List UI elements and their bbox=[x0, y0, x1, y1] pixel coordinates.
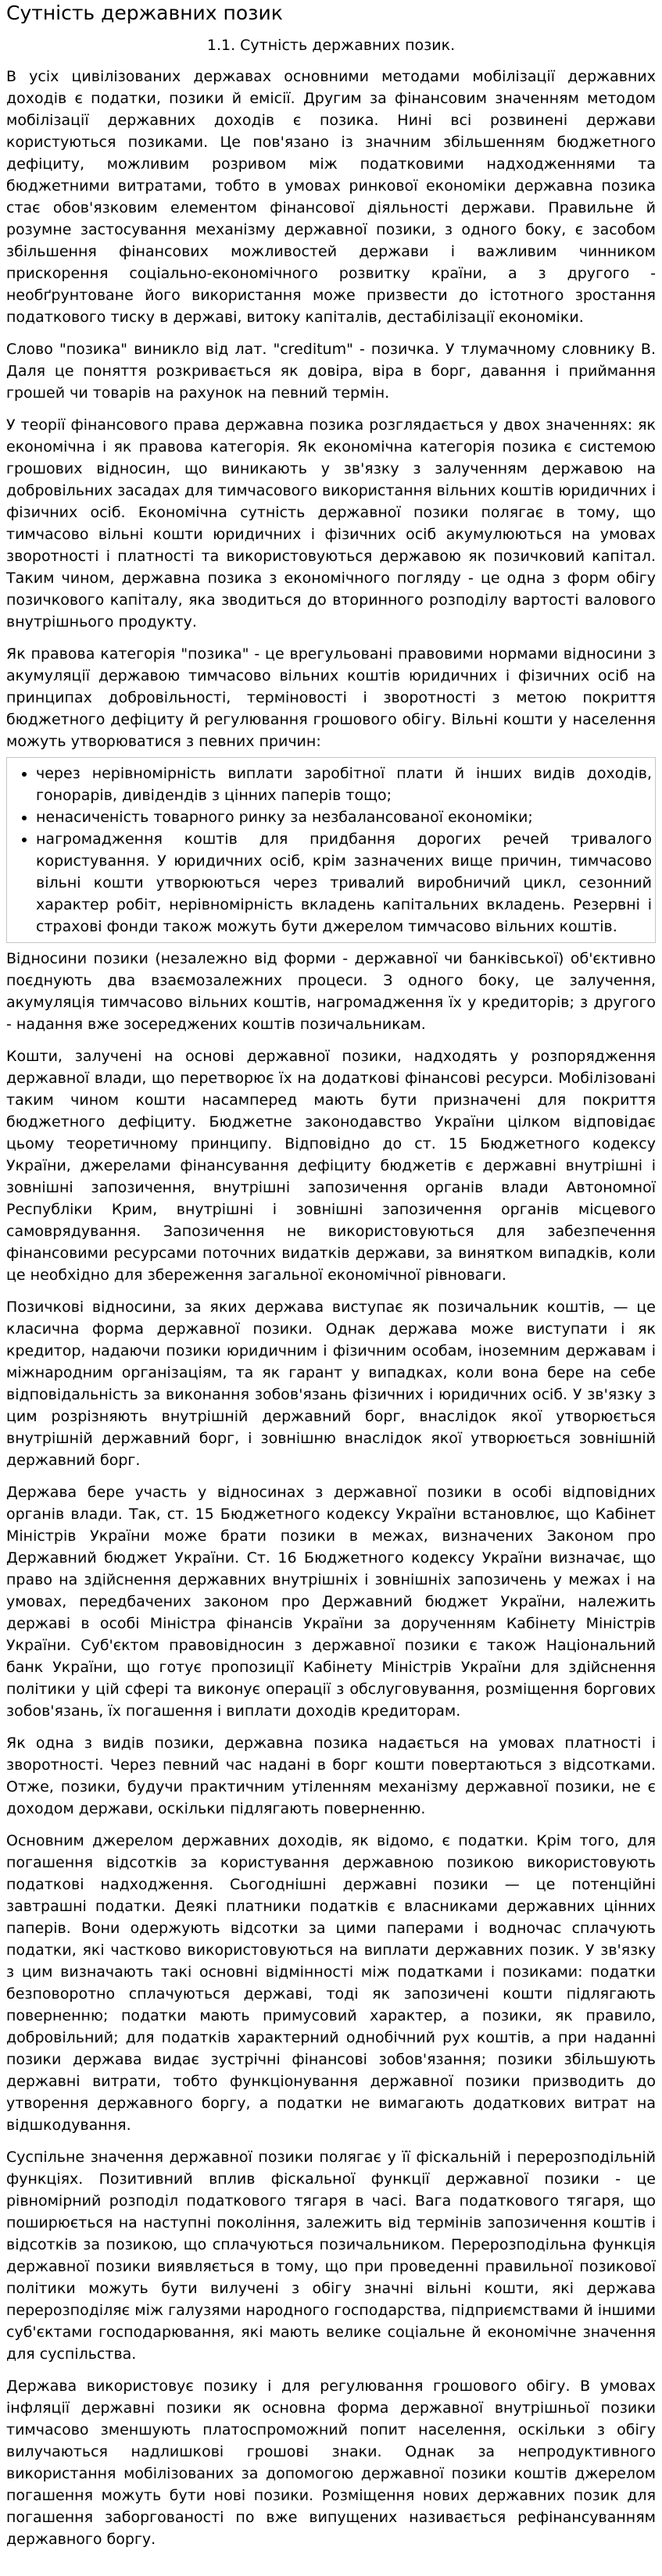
paragraph: Слово "позика" виникло від лат. "creditum" - позичка. У тлумачному словнику В. Даля це поняття розкривається як довіра, віра в борг, давання і приймання грошей чи товарів на рахунок на певний термін. bbox=[6, 341, 656, 402]
paragraph: Кошти, залучені на основі державної позики, надходять у розпорядження державної влади, що перетворює їх на додаткові фінансові ресурси. Мобілізовані таким чином кошти насамперед мають бути призначені для покриття бюджетного дефіциту. Бюджетне законодавство України цілком відповідає цьому теоретичному принципу. Відповідно до ст. 15 Бюджетного кодексу України, джерелами фінансування дефіциту бюджетів є державні внутрішні і зовнішні запозичення, внутрішні запозичення органів влади Автономної Республіки Крим, внутрішні і зовнішні запозичення органів місцевого самоврядування. Запозичення не використовуються для забезпечення фінансовими ресурсами поточних видатків держави, за винятком випадків, коли це необхідно для збереження загальної економічної рівноваги. bbox=[6, 1048, 656, 1284]
paragraph: Держава використовує позику і для регулювання грошового обігу. В умовах інфляції державні позики як основна форма державної внутрішньої позики тимчасово зменшують платоспроможний попит населення, оскільки з обігу вилучаються надлишкові грошові знаки. Однак за непродуктивного використання мобілізованих за допомогою державної позики коштів джерелом погашення можуть бути нові позики. Розміщення нових державних позик для погашення заборгованості по вже випущених називається рефінансуванням державного боргу. bbox=[6, 2378, 656, 2548]
reasons-list-box bbox=[6, 757, 656, 943]
reasons-list bbox=[7, 763, 652, 938]
paragraph: У теорії фінансового права державна позика розглядається у двох значеннях: як економічна і як правова категорія. Як економічна категорія позика є системою грошових відносин, що виникають у зв'язку з залученням державою на добровільних засадах для тимчасового використання вільних коштів юридичних і фізичних осіб. Економічна сутність державної позики полягає в тому, що тимчасово вільні кошти юридичних і фізичних осіб акумулюються на умовах зворотності і платності та використовуються державою як позичковий капітал. Таким чином, державна позика з економічного погляду - це одна з форм обігу позичкового капіталу, яка зводиться до вторинного розподілу вартості валового внутрішнього продукту. bbox=[6, 416, 656, 631]
paragraph: Як правова категорія "позика" - це врегульовані правовими нормами відносини з акумуляції державою тимчасово вільних коштів юридичних і фізичних осіб на принципах добровільності, терміновості і зворотності з метою покриття бюджетного дефіциту й регулювання грошового обігу. Вільні кошти у населення можуть утворюватися з певних причин: bbox=[6, 645, 656, 750]
list-item: • нагромадження коштів для придбання дорогих речей тривалого користування. У юридичних осіб, крім зазначених вище причин, тимчасово вільні кошти утворюються через тривалий виробничий цикл, сезонний характер робіт, нерівномірність вкладень капітальних вкладень. Резервні і страхові фонди також можуть бути джерелом тимчасово вільних коштів. bbox=[36, 828, 652, 938]
paragraph: Основним джерелом державних доходів, як відомо, є податки. Крім того, для погашення відсотків за користування державною позикою використовують податкові надходження. Сьогоднішні державні позики — це потенційні завтрашні податки. Деякі платники податків є власниками державних цінних паперів. Вони одержують відсотки за цими паперами і водночас сплачують податки, які частково використовуються на виплати державних позик. У зв'язку з цим визначають такі основні відмінності між податками і позиками: податки безповоротно сплачуються державі, тоді як запозичені кошти підлягають поверненню; податки мають примусовий характер, а позики, як правило, добровільний; для податків характерний однобічний рух коштів, а при наданні позики держава видає зустрічні фінансові зобов'язання; позики збільшують державні витрати, тобто функціонування державної позики призводить до утворення державного боргу, а податки не вимагають додаткових витрат на відшкодування. bbox=[6, 1832, 656, 2134]
paragraph: Позичкові відносини, за яких держава виступає як позичальник коштів, — це класична форма державної позики. Однак держава може виступати і як кредитор, надаючи позики юридичним і фізичним особам, іноземним державам і міжнародним організаціям, та як гарант у випадках, коли вона бере на себе відповідальність за виконання зобов'язань фізичних і юридичних осіб. У зв'язку з цим розрізняють внутрішній державний борг, внаслідок якої утворюється внутрішній державний борг, і зовнішню внаслідок якої утворюється зовнішній державний борг. bbox=[6, 1299, 656, 1469]
section-heading: 1.1. Сутність державних позик. bbox=[206, 37, 456, 54]
paragraph: Як одна з видів позики, державна позика надається на умовах платності і зворотності. Через певний час надані в борг кошти повертаються з відсотками. Отже, позики, будучи практичним утіленням механізму державної позики, не є доходом держави, оскільки підлягають поверненню. bbox=[6, 1735, 656, 1817]
paragraph: Суспільне значення державної позики полягає у її фіскальній і перерозподільній функціях. Позитивний вплив фіскальної функції державної позики - це рівномірний розподіл податкового тягаря в часі. Вага податкового тягаря, що поширюється на наступні покоління, залежить від термінів запозичення коштів і відсотків за позикою, що сплачуються позичальником. Перерозподільна функція державної позики виявляється в тому, що при проведенні правильної позикової політики можуть бути вилучені з обігу значні вільні кошти, які держава перерозподіляє між галузями народного господарства, підприємствами й іншими суб'єктами господарювання, які мають велике соціальне й економічне значення для суспільства. bbox=[6, 2149, 656, 2363]
paragraph: Відносини позики (незалежно від форми - державної чи банківської) об'єктивно поєднують два взаємозалежних процеси. З одного боку, це залучення, акумуляція тимчасово вільних коштів, нагромадження їх у кредиторів; з другого - надання вже зосереджених коштів позичальникам. bbox=[6, 950, 656, 1033]
paragraph: Держава бере участь у відносинах з державної позики в особі відповідних органів влади. Так, ст. 15 Бюджетного кодексу України встановлює, що Кабінет Міністрів України може брати позики в межах, визначених Законом про Державний бюджет України. Ст. 16 Бюджетного кодексу України визначає, що право на здійснення державних внутрішніх і зовнішніх запозичень у межах і на умовах, передбачених законом про Державний бюджет України, належить державі в особі Міністра фінансів України за дорученням Кабінету Міністрів України. Суб'єктом правовідносин з державної позики є також Національний банк України, що готує пропозиції Кабінету Міністрів України для здійснення політики у цій сфері та виконує операції з обслуговування, розміщення боргових зобов'язань, їх погашення і виплати доходів кредиторам. bbox=[6, 1484, 656, 1720]
page-title: Сутність державних позик bbox=[6, 2, 283, 24]
paragraph: В усіх цивілізованих державах основними методами мобілізації державних доходів є податки, позики й емісії. Другим за фінансовим значенням методом мобілізації державних доходів є позика. Нині всі розвинені держави користуються позиками. Це пов'язано із значним збільшенням бюджетного дефіциту, можливим розривом між податковими надходженнями та бюджетними витратами, тобто в умовах ринкової економіки державна позика стає обов'язковим елементом фінансової діяльності держави. Правильне й розумне застосування механізму державної позики, з одного боку, є засобом збільшення фінансових можливостей держави і важливим чинником прискорення соціально-економічного розвитку країни, а з другого - необґрунтоване його використання може призвести до істотного зростання податкового тиску в державі, витоку капіталів, дестабілізації економіки. bbox=[6, 68, 656, 326]
list-item: • через нерівномірність виплати заробітної плати й інших видів доходів, гонорарів, дивідендів з цінних паперів тощо; bbox=[36, 763, 652, 806]
list-item: • ненасиченість товарного ринку за незбалансованої економіки; bbox=[36, 806, 652, 828]
